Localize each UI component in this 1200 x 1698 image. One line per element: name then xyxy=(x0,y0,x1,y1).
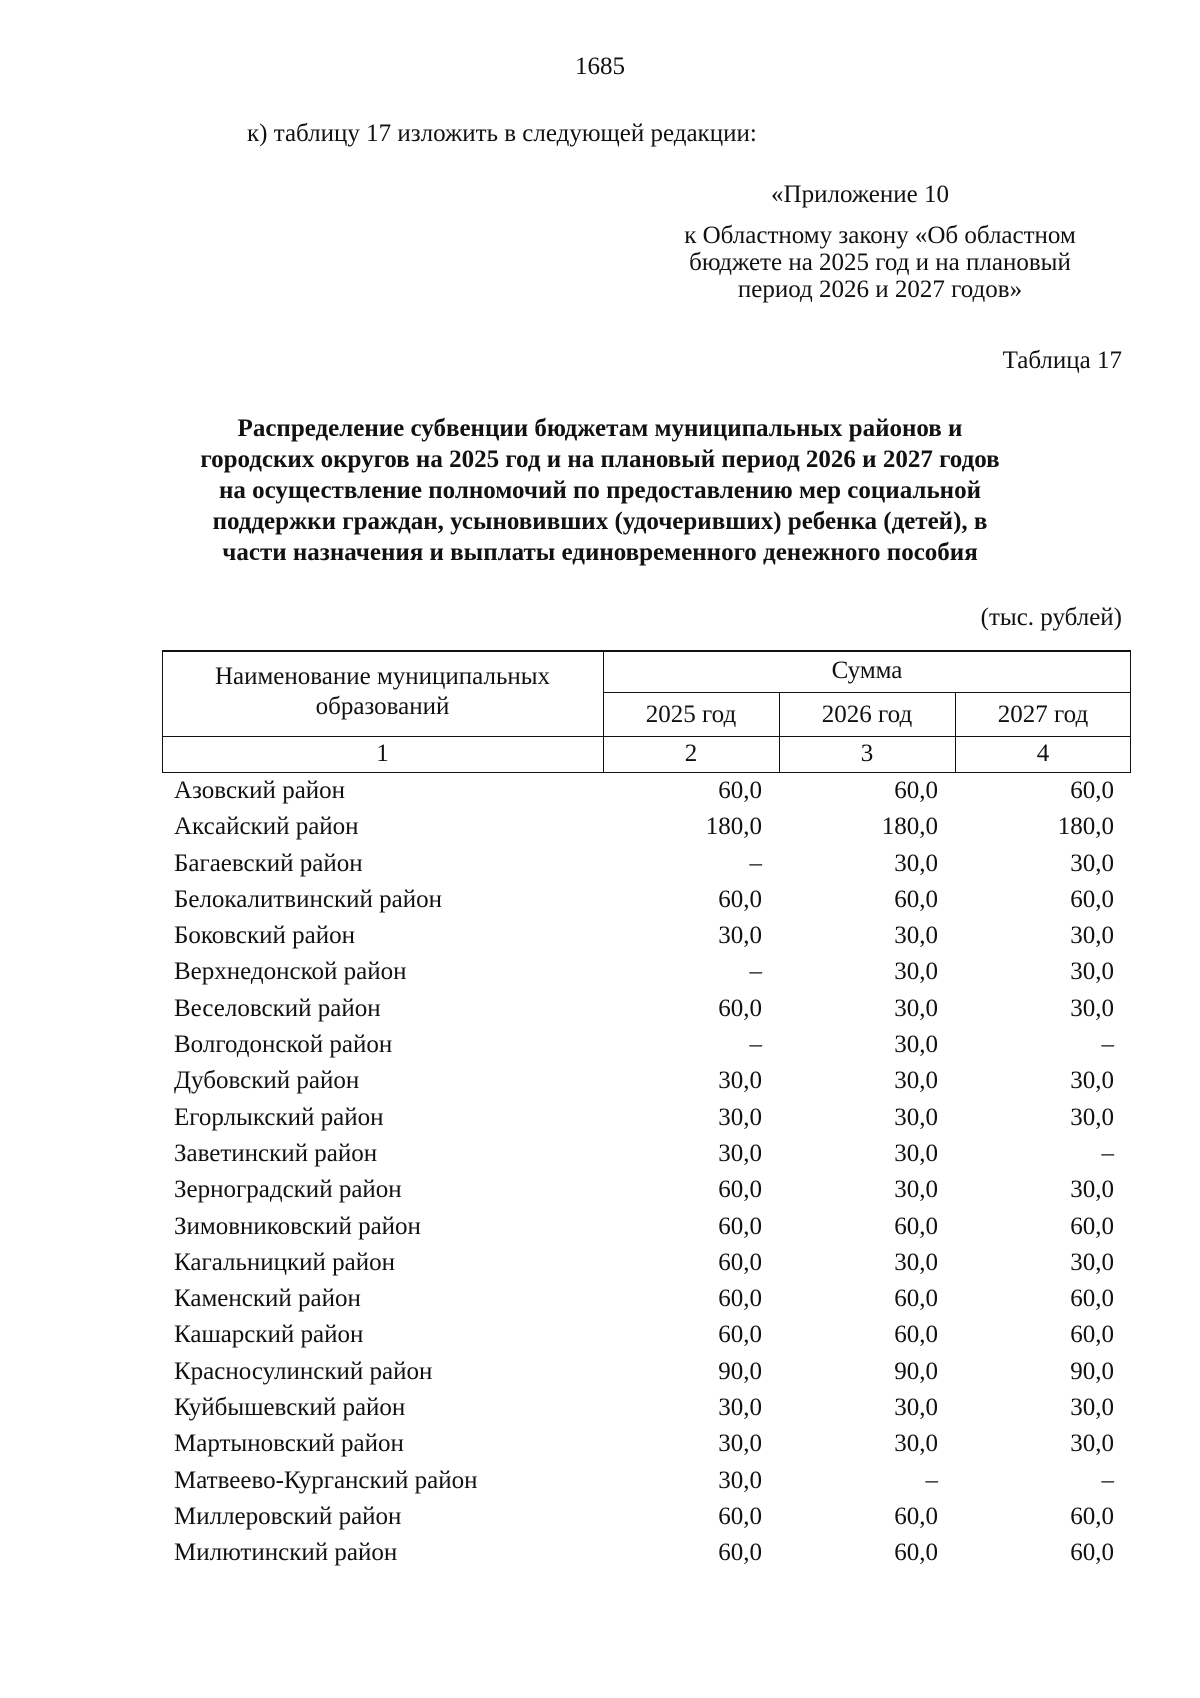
district-name: Кагальницкий район xyxy=(174,1248,396,1276)
title-line: части назначения и выплаты единовременного денежного пособия xyxy=(222,539,978,566)
value-2026: 30,0 xyxy=(894,958,938,986)
value-2027: 30,0 xyxy=(1070,1430,1114,1458)
table-row xyxy=(162,1209,1131,1245)
value-2027: 180,0 xyxy=(1057,813,1114,841)
value-2027: 60,0 xyxy=(1070,885,1114,913)
district-name: Веселовский район xyxy=(174,994,381,1022)
table-row xyxy=(162,1499,1131,1535)
value-2025: 60,0 xyxy=(718,1248,762,1276)
column-number-4: 4 xyxy=(1036,740,1050,767)
table-row xyxy=(162,1317,1131,1353)
value-2025: 60,0 xyxy=(718,885,762,913)
title-line: Распределение субвенции бюджетам муниципальных районов и xyxy=(237,415,963,442)
value-2025: 60,0 xyxy=(718,1539,762,1567)
value-2025: 180,0 xyxy=(705,813,762,841)
table-row xyxy=(162,1463,1131,1499)
value-2027: 30,0 xyxy=(1070,1103,1114,1131)
value-2026: – xyxy=(925,1466,938,1494)
table-row xyxy=(162,1100,1131,1136)
value-2027: 30,0 xyxy=(1070,1248,1114,1276)
value-2026: 60,0 xyxy=(894,1285,938,1313)
title-line: на осуществление полномочий по предоставлению мер социальной xyxy=(219,477,981,504)
header-name-line: образований xyxy=(315,693,450,720)
table-row xyxy=(162,773,1131,809)
table-body xyxy=(162,773,1131,1572)
table-row xyxy=(162,1354,1131,1390)
amendment-instruction: к) таблицу 17 изложить в следующей редакции: xyxy=(247,120,757,147)
value-2026: 30,0 xyxy=(894,1067,938,1095)
value-2027: 30,0 xyxy=(1070,1067,1114,1095)
table-row xyxy=(162,1281,1131,1317)
value-2026: 60,0 xyxy=(894,777,938,804)
district-name: Верхнедонской район xyxy=(174,958,407,986)
value-2027: 30,0 xyxy=(1070,1394,1114,1422)
appendix-title: «Приложение 10 xyxy=(771,181,949,208)
column-number-1: 1 xyxy=(376,740,389,767)
value-2025: 60,0 xyxy=(718,1285,762,1313)
district-name: Миллеровский район xyxy=(174,1502,402,1530)
value-2027: 30,0 xyxy=(1070,958,1114,986)
value-2027: 30,0 xyxy=(1070,994,1114,1022)
district-name: Заветинский район xyxy=(174,1139,378,1167)
title-line: поддержки граждан, усыновивших (удочеривших) ребенка (детей), в xyxy=(212,508,988,535)
district-name: Дубовский район xyxy=(174,1067,360,1095)
table-row xyxy=(162,846,1131,882)
value-2025: 30,0 xyxy=(718,1139,762,1167)
table-row xyxy=(162,954,1131,990)
value-2027: 30,0 xyxy=(1070,1176,1114,1204)
value-2026: 90,0 xyxy=(894,1357,938,1385)
value-2027: 60,0 xyxy=(1070,1321,1114,1349)
table-row xyxy=(162,1063,1131,1099)
value-2025: 60,0 xyxy=(718,1502,762,1530)
district-name: Куйбышевский район xyxy=(174,1394,406,1422)
value-2026: 30,0 xyxy=(894,1139,938,1167)
value-2025: 60,0 xyxy=(718,1176,762,1204)
value-2026: 30,0 xyxy=(894,1176,938,1204)
value-2025: – xyxy=(749,958,762,986)
value-2027: – xyxy=(1101,1139,1114,1167)
district-name: Каменский район xyxy=(174,1285,361,1313)
value-2026: 30,0 xyxy=(894,849,938,877)
value-2027: 60,0 xyxy=(1070,1502,1114,1530)
law-reference-line: к Областному закону «Об областном xyxy=(684,222,1076,249)
value-2026: 60,0 xyxy=(894,1539,938,1567)
district-name: Мартыновский район xyxy=(174,1430,404,1458)
value-2027: – xyxy=(1101,1466,1114,1494)
table-header xyxy=(162,650,1131,773)
district-name: Егорлыкский район xyxy=(174,1103,384,1131)
table-row xyxy=(162,991,1131,1027)
law-reference-line: бюджете на 2025 год и на плановый xyxy=(689,249,1071,276)
value-2026: 30,0 xyxy=(894,1394,938,1422)
value-2027: 60,0 xyxy=(1070,1212,1114,1240)
value-2025: – xyxy=(749,849,762,877)
value-2025: 60,0 xyxy=(718,777,762,804)
value-2026: 60,0 xyxy=(894,1212,938,1240)
value-2025: 30,0 xyxy=(718,1394,762,1422)
district-name: Зерноградский район xyxy=(174,1176,402,1204)
district-name: Боковский район xyxy=(174,922,355,950)
value-2025: 30,0 xyxy=(718,922,762,950)
district-name: Милютинский район xyxy=(174,1539,398,1567)
page-number: 1685 xyxy=(575,53,625,80)
value-2025: 30,0 xyxy=(718,1103,762,1131)
value-2026: 60,0 xyxy=(894,1502,938,1530)
district-name: Кашарский район xyxy=(174,1321,364,1349)
value-2025: 60,0 xyxy=(718,1321,762,1349)
value-2027: 60,0 xyxy=(1070,1285,1114,1313)
district-name: Волгодонской район xyxy=(174,1031,393,1059)
district-name: Багаевский район xyxy=(174,849,363,877)
value-2026: 30,0 xyxy=(894,1031,938,1059)
district-name: Аксайский район xyxy=(174,813,359,841)
table-row xyxy=(162,809,1131,845)
law-reference xyxy=(640,222,1120,303)
value-2027: 30,0 xyxy=(1070,849,1114,877)
law-reference-line: период 2026 и 2027 годов» xyxy=(737,276,1023,303)
value-2027: 60,0 xyxy=(1070,1539,1114,1567)
table-row xyxy=(162,1136,1131,1172)
table-row xyxy=(162,918,1131,954)
table-border-top xyxy=(162,650,1131,652)
header-divider-numbers xyxy=(162,736,1131,737)
table-row xyxy=(162,1027,1131,1063)
table-number: Таблица 17 xyxy=(1002,347,1122,374)
district-name: Азовский район xyxy=(174,777,346,804)
header-year-2025: 2025 год xyxy=(645,701,737,728)
table-row xyxy=(162,1390,1131,1426)
value-2026: 30,0 xyxy=(894,994,938,1022)
header-sum: Сумма xyxy=(831,657,903,684)
value-2026: 60,0 xyxy=(894,885,938,913)
header-name-column xyxy=(162,662,603,722)
table-row xyxy=(162,1426,1131,1462)
value-2026: 30,0 xyxy=(894,1430,938,1458)
header-year-2027: 2027 год xyxy=(997,701,1089,728)
value-2025: 60,0 xyxy=(718,1212,762,1240)
column-number-3: 3 xyxy=(860,740,874,767)
table-row xyxy=(162,1172,1131,1208)
column-number-2: 2 xyxy=(684,740,698,767)
value-2026: 30,0 xyxy=(894,922,938,950)
district-name: Белокалитвинский район xyxy=(174,885,442,913)
value-2025: – xyxy=(749,1031,762,1059)
value-2027: 60,0 xyxy=(1070,777,1114,804)
header-name-line: Наименование муниципальных xyxy=(214,663,551,690)
value-2025: 60,0 xyxy=(718,994,762,1022)
value-2027: 30,0 xyxy=(1070,922,1114,950)
value-2025: 30,0 xyxy=(718,1430,762,1458)
value-2025: 30,0 xyxy=(718,1067,762,1095)
value-2026: 30,0 xyxy=(894,1248,938,1276)
header-year-2026: 2026 год xyxy=(821,701,913,728)
value-2027: – xyxy=(1101,1031,1114,1059)
table-row xyxy=(162,882,1131,918)
value-2027: 90,0 xyxy=(1070,1357,1114,1385)
table-row xyxy=(162,1535,1131,1571)
value-2025: 90,0 xyxy=(718,1357,762,1385)
value-2026: 60,0 xyxy=(894,1321,938,1349)
title-line: городских округов на 2025 год и на плановый период 2026 и 2027 годов xyxy=(200,446,1000,473)
district-name: Матвеево-Курганский район xyxy=(174,1466,478,1494)
value-2025: 30,0 xyxy=(718,1466,762,1494)
district-name: Зимовниковский район xyxy=(174,1212,421,1240)
table-row xyxy=(162,1245,1131,1281)
district-name: Красносулинский район xyxy=(174,1357,433,1385)
header-divider-sum xyxy=(603,692,1131,693)
document-title xyxy=(100,413,1100,568)
value-2026: 180,0 xyxy=(881,813,938,841)
units-label: (тыс. рублей) xyxy=(980,604,1122,631)
value-2026: 30,0 xyxy=(894,1103,938,1131)
